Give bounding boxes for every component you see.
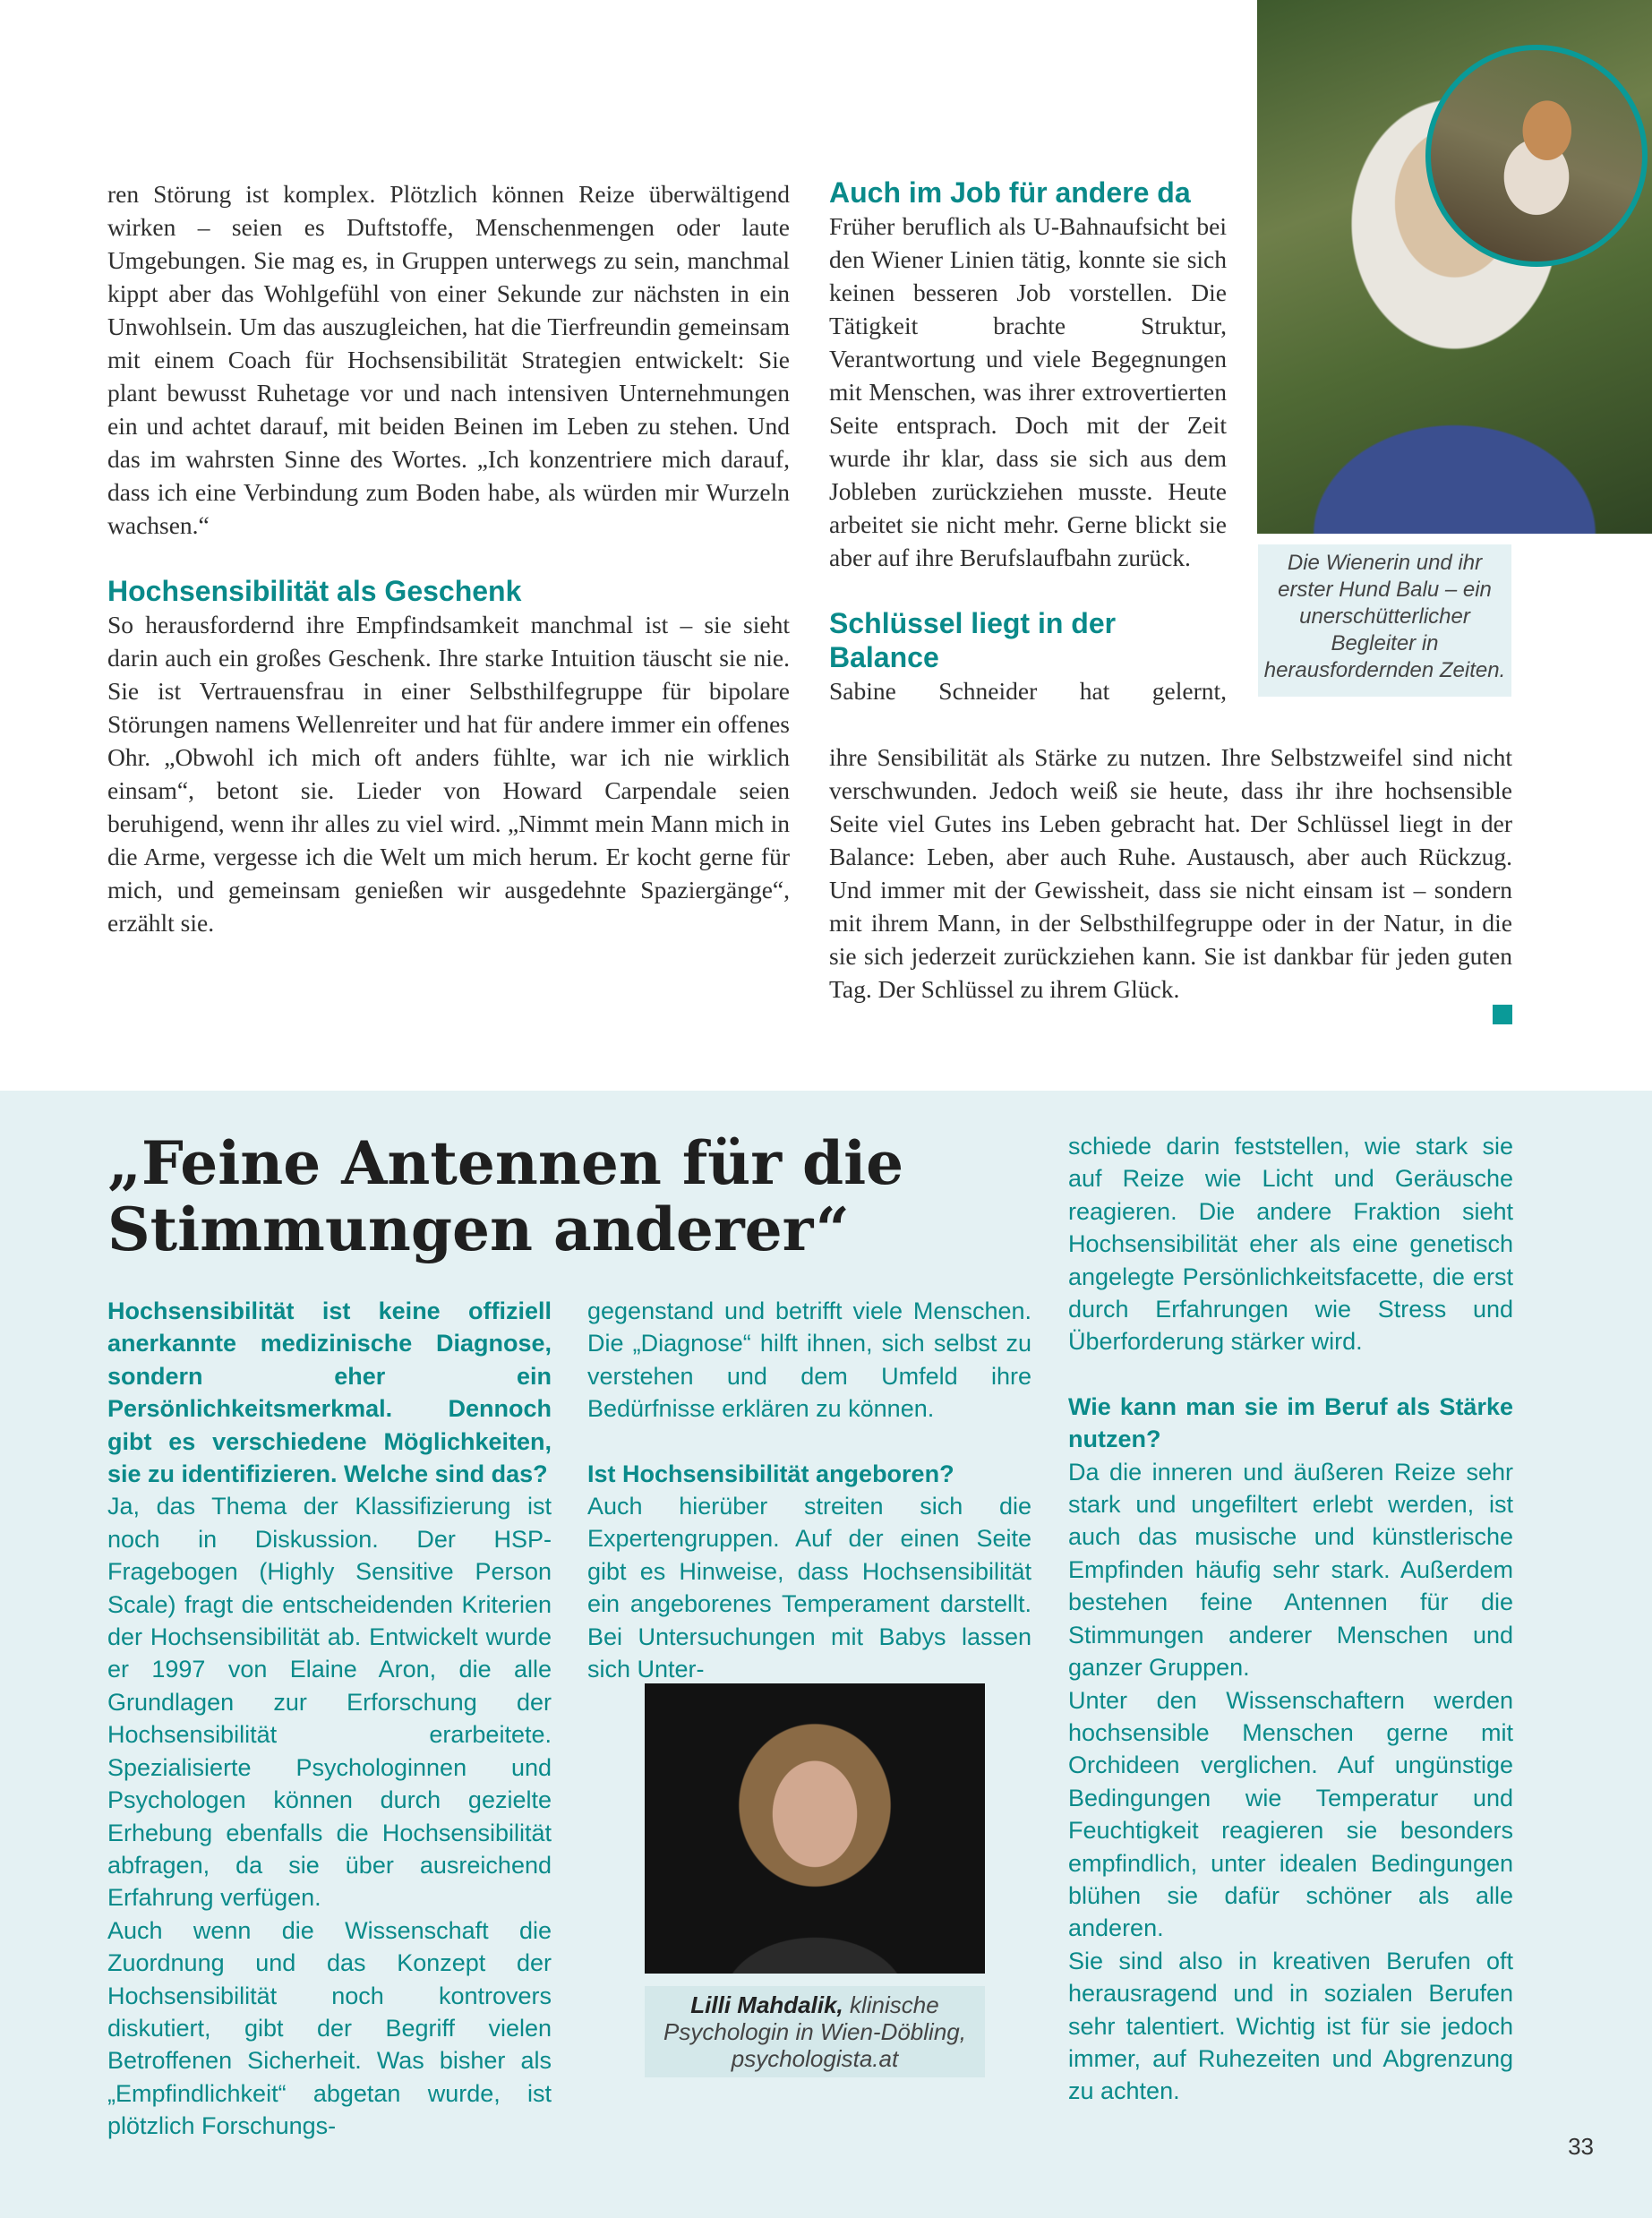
question-2: Ist Hochsensibilität angeboren?: [587, 1460, 954, 1487]
job-paragraph: Früher beruflich als U-Bahnaufsicht bei den Wiener Linien tätig, konnte sie sich keinen besseren Job vorstellen. Die Tätigkeit brachte Struktur, Verantwortung und viele Begegnungen mit Menschen, was ihrer extrovertierten Seite entsprach. Doch mit der Zeit wurde ihr klar, dass sie sich aus dem Jobleben zurückziehen musste. Heute arbeitet sie nicht mehr. Gerne blickt sie aber auf ihre Berufslaufbahn zurück.: [829, 212, 1227, 571]
portrait-caption: [645, 1986, 985, 2077]
intro-paragraph: ren Störung ist komplex. Plötzlich können Reize überwältigend wirken – seien es Duftstoffe, Menschenmengen oder laute Umgebungen. Sie mag es, in Gruppen unterwegs zu sein, manchmal kippt aber das Wohlgefühl von einer Sekunde zur nächsten in ein Unwohlsein. Um das auszugleichen, hat die Tierfreundin gemeinsam mit einem Coach für Hochsensibilität Strategien entwickelt: Sie plant bewusst Ruhetage vor und nach intensiven Unternehmungen ein und achtet darauf, mit beiden Beinen im Leben zu stehen. Und das im wahrsten Sinne des Wortes. „Ich konzentriere mich darauf, dass ich eine Verbindung zum Boden habe, als würden mir Wurzeln wachsen.“: [107, 180, 790, 539]
column-2-text: gegenstand und betrifft viele Menschen. Die „Diagnose“ hilft ihnen, sich selbst zu verstehen und dem Umfeld ihre Bedürfnisse erklären zu können.: [587, 1297, 1031, 1423]
box-title: „Feine Antennen für die Stimmungen anderer“: [107, 1128, 904, 1264]
answer-3c: Sie sind also in kreativen Berufen oft herausragend und in sozialen Berufen sehr talentiert. Wichtig ist für sie jedoch immer, auf Ruhezeiten und Abgrenzung zu achten.: [1068, 1947, 1513, 2105]
end-marker-square: [1493, 1005, 1512, 1024]
heading-job: Auch im Job für andere da: [829, 176, 1191, 209]
box-column-2: [587, 1295, 1031, 1685]
portrait-name: Lilli Mahdalik,: [690, 1991, 843, 2018]
heading-balance: Schlüssel liegt in der Balance: [829, 607, 1117, 673]
question-3: Wie kann man sie im Beruf als Stärke nutzen?: [1068, 1392, 1513, 1453]
gift-paragraph: So herausfordernd ihre Empfindsamkeit manchmal ist – sie sieht darin auch ein großes Geschenk. Ihre starke Intuition täuscht sie nie. Sie ist Vertrauensfrau in einer Selbsthilfegruppe für bipolare Störungen namens Wellenreiter und hat für andere immer ein offenes Ohr. „Obwohl ich mich oft anders fühlte, war ich nie wirklich einsam“, betont sie. Lieder von Howard Carpendale seien beruhigend, wenn ihr alles zu viel wird. „Nimmt mein Mann mich in die Arme, vergesse ich die Welt um mich herum. Er kocht gerne für mich, und gemeinsam genießen wir ausgedehnte Spaziergänge“, erzählt sie.: [107, 611, 790, 937]
answer-1a: Ja, das Thema der Klassifizierung ist noch in Diskussion. Der HSP-Fragebogen (Highly Sensitive Person Scale) fragt die entscheidenden Kriterien der Hochsensibilität ab. Entwickelt wurde er 1997 von Elaine Aron, die alle Grundlagen zur Erforschung der Hochsensibilität erarbeitete. Spezialisierte Psychologinnen und Psychologen können durch gezielte Erhebung ebenfalls die Hochsensibilität abfragen, da sie über ausreichend Erfahrung verfügen.: [107, 1493, 552, 1912]
column-3-text: schiede darin feststellen, wie stark sie auf Reize wie Licht und Geräusche reagieren. Die andere Fraktion sieht Hochsensibilität eher als eine genetisch angelegte Persönlichkeitsfacette, die erst durch Erfahrungen wie Stress und Überforderung stärker wird.: [1068, 1133, 1513, 1356]
question-1: Hochsensibilität ist keine offiziell anerkannte medizinische Diagnose, sondern eher ein Persönlichkeitsmerkmal. Dennoch gibt es verschiedene Möglichkeiten, sie zu identifizieren. Welche sind das?: [107, 1297, 552, 1488]
photo-caption: Die Wienerin und ihr erster Hund Balu – ein unerschütterlicher Begleiter in herausfordernden Zeiten.: [1258, 544, 1511, 697]
answer-1b: Auch wenn die Wissenschaft die Zuordnung und das Konzept der Hochsensibilität noch kontrovers diskutiert, gibt der Begriff vielen Betroffenen Sicherheit. Was bisher als „Empfindlichkeit“ abgetan wurde, ist plötzlich Forschungs-: [107, 1916, 552, 2140]
box-column-3: [1068, 1130, 1513, 2108]
dog-photo-circle: [1425, 45, 1648, 267]
left-column: [107, 177, 790, 939]
balance-paragraph: ihre Sensibilität als Stärke zu nutzen. Ihre Selbstzweifel sind nicht verschwunden. Jedoch weiß sie heute, dass ihr ihre hochsensible Seite viel Gutes ins Leben gebracht hat. Der Schlüssel liegt in der Balance: Leben, aber auch Ruhe. Austausch, aber auch Rückzug. Und immer mit der Gewissheit, dass sie nicht einsam ist – sondern mit ihrem Mann, in der Selbsthilfegruppe oder in der Natur, in die sie sich jederzeit zurückziehen kann. Sie ist dankbar für jeden guten Tag. Der Schlüssel zu ihrem Glück.: [829, 743, 1512, 1003]
answer-3b: Unter den Wissenschaftern werden hochsensible Menschen gerne mit Orchideen verglichen. Auf ungünstige Bedingungen wie Temperatur und Feuchtigkeit reagieren sie besonders empfindlich, unter idealen Bedingungen blühen sie dafür schöner als alle anderen.: [1068, 1686, 1513, 1942]
answer-3a: Da die inneren und äußeren Reize sehr stark und ungefiltert erlebt werden, ist auch das musische und künstlerische Empfinden häufig sehr stark. Außerdem bestehen feine Antennen für die Stimmungen anderer Menschen und ganzer Gruppen.: [1068, 1458, 1513, 1682]
balance-wide-column: [829, 741, 1512, 1006]
psychologist-portrait: [645, 1683, 985, 1974]
middle-column: [829, 176, 1227, 707]
heading-gift: Hochsensibilität als Geschenk: [107, 575, 522, 607]
portrait-role: klinische Psychologin in Wien-Döbling, psychologista.at: [663, 1991, 966, 2072]
page-number: 33: [1568, 2133, 1594, 2160]
answer-2: Auch hierüber streiten sich die Expertengruppen. Auf der einen Seite gibt es Hinweise, dass Hochsensibilität ein angeborenes Temperament darstellt. Bei Untersuchungen mit Babys lassen sich Unter-: [587, 1493, 1031, 1683]
box-column-1: [107, 1295, 552, 2143]
balance-paragraph-start: Sabine Schneider hat gelernt,: [829, 677, 1227, 705]
